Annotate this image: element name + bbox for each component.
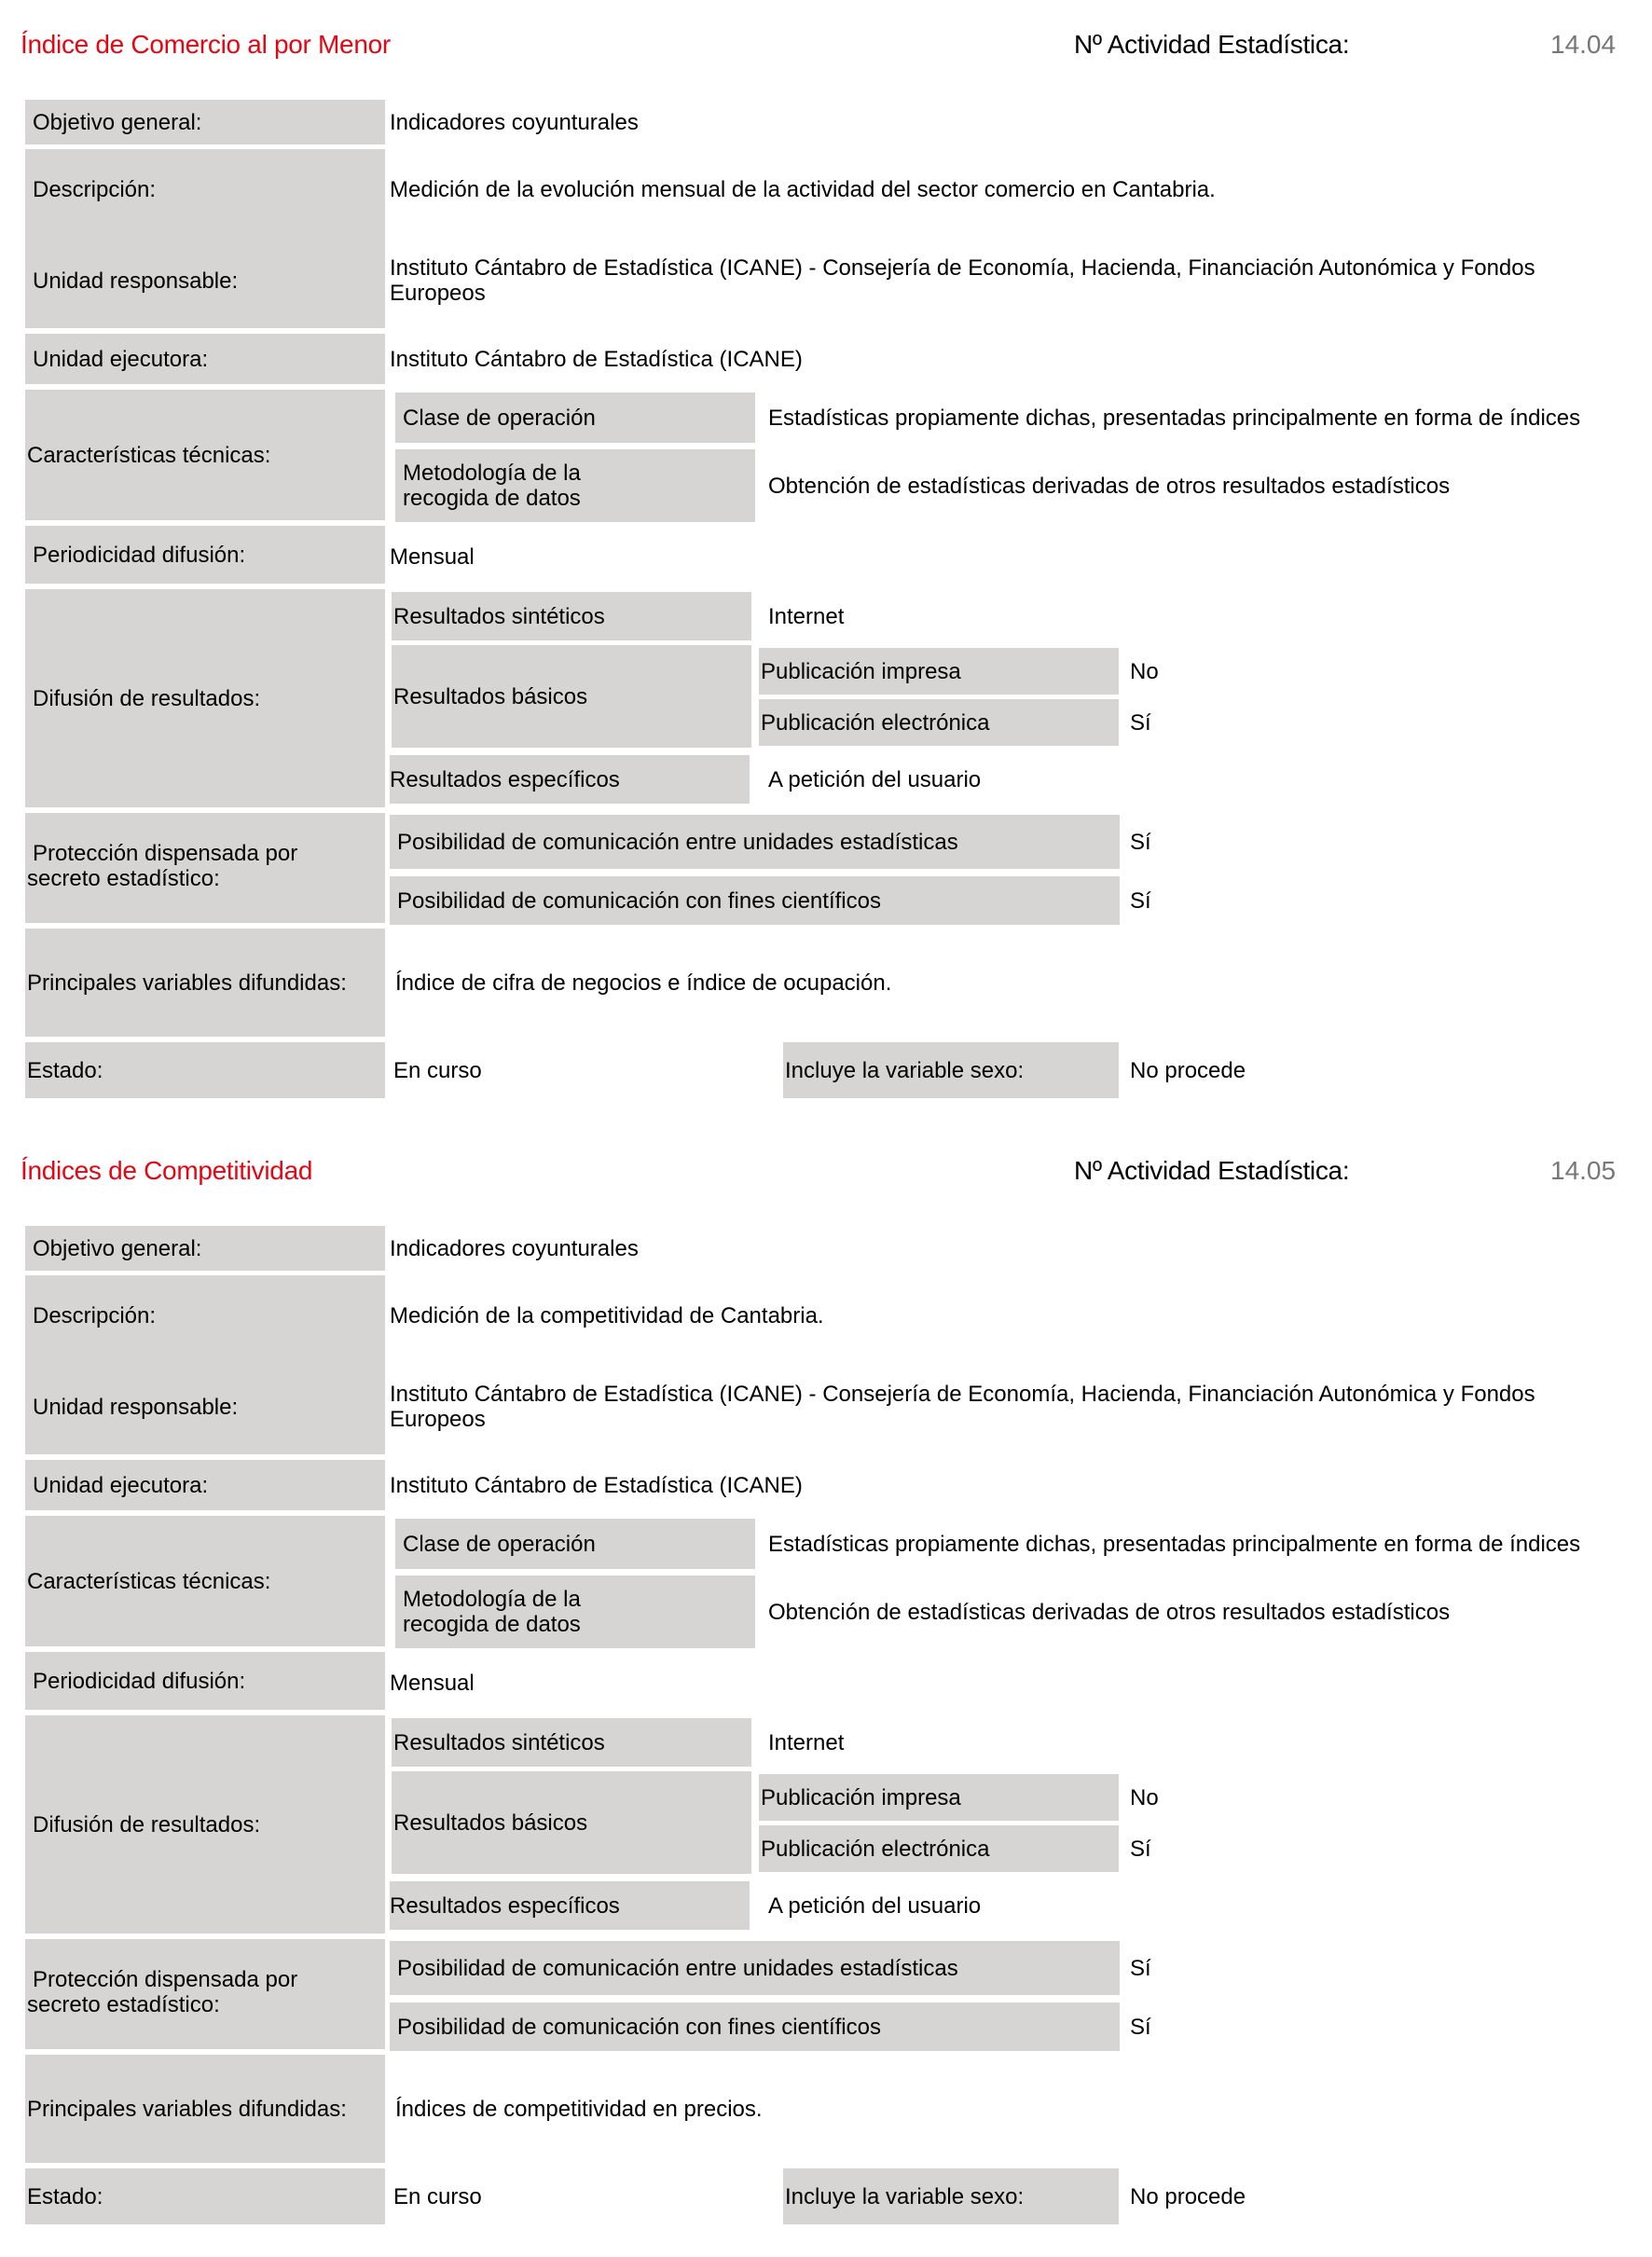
basicos-label: Resultados básicos — [392, 645, 751, 748]
responsable-label: Unidad responsable: — [33, 268, 239, 294]
com-unidades-label: Posibilidad de comunicación entre unidades estadísticas — [390, 1941, 1120, 1995]
sexo-value: No procede — [1130, 1057, 1246, 1083]
descripcion-value: Medición de la evolución mensual de la actividad del sector comercio en Cantabria. — [390, 177, 1216, 202]
caracteristicas-label: Características técnicas: — [25, 1516, 385, 1646]
com-unidades-value: Sí — [1130, 829, 1151, 855]
especificos-label: Resultados específicos — [390, 755, 750, 804]
activity-number: 14.04 — [1550, 30, 1617, 59]
basicos-label: Resultados básicos — [392, 1771, 751, 1874]
impresa-label: Publicación impresa — [759, 1774, 1119, 1821]
com-cientificos-value: Sí — [1130, 888, 1151, 914]
sexo-label: Incluye la variable sexo: — [783, 1042, 1119, 1098]
electronica-label: Publicación electrónica — [759, 1825, 1119, 1872]
com-unidades-value: Sí — [1130, 1955, 1151, 1981]
sinteticos-value: Internet — [768, 603, 845, 629]
com-cientificos-label: Posibilidad de comunicación con fines científicos — [390, 2002, 1120, 2051]
estado-value: En curso — [393, 1057, 482, 1083]
section-title: Índices de Competitividad — [21, 1156, 313, 1185]
periodicidad-label: Periodicidad difusión: — [25, 526, 385, 584]
difusion-label: Difusión de resultados: — [25, 589, 385, 807]
sinteticos-value: Internet — [768, 1729, 845, 1755]
especificos-value: A petición del usuario — [768, 766, 982, 792]
com-cientificos-value: Sí — [1130, 2014, 1151, 2040]
activity-section — [0, 1126, 1652, 2245]
metodologia-value: Obtención de estadísticas derivadas de otros resultados estadísticos — [768, 1599, 1451, 1625]
periodicidad-value: Mensual — [390, 1670, 475, 1696]
especificos-label: Resultados específicos — [390, 1881, 750, 1930]
difusion-label: Difusión de resultados: — [25, 1715, 385, 1934]
estado-label: Estado: — [25, 2168, 385, 2224]
variables-label: Principales variables difundidas: — [25, 929, 385, 1037]
responsable-value: Instituto Cántabro de Estadística (ICANE) - Consejería de Economía, Hacienda, Financiación Autonómica y Fondos Europeos — [390, 255, 1535, 306]
metodologia-label: Metodología de la recogida de datos — [395, 449, 755, 522]
ejecutora-value: Instituto Cántabro de Estadística (ICANE) — [390, 346, 803, 372]
responsable-value: Instituto Cántabro de Estadística (ICANE) - Consejería de Economía, Hacienda, Financiación Autonómica y Fondos Europeos — [390, 1382, 1535, 1432]
section-title: Índice de Comercio al por Menor — [21, 30, 391, 59]
com-cientificos-label: Posibilidad de comunicación con fines científicos — [390, 876, 1120, 925]
descripcion-label: Descripción: — [33, 177, 157, 202]
activity-number-label: Nº Actividad Estadística: — [1074, 1156, 1350, 1185]
descripcion-responsable-block — [25, 1275, 385, 1454]
descripcion-label: Descripción: — [33, 1303, 157, 1328]
objetivo-label: Objetivo general: — [25, 1226, 385, 1271]
clase-label: Clase de operación — [395, 1519, 755, 1569]
responsable-label: Unidad responsable: — [33, 1395, 239, 1420]
clase-label: Clase de operación — [395, 392, 755, 443]
activity-number-label: Nº Actividad Estadística: — [1074, 30, 1350, 59]
descripcion-responsable-block — [25, 149, 385, 328]
variables-value: Índices de competitividad en precios. — [395, 2096, 763, 2122]
sexo-label: Incluye la variable sexo: — [783, 2168, 1119, 2224]
metodologia-label: Metodología de la recogida de datos — [395, 1576, 755, 1648]
estado-value: En curso — [393, 2183, 482, 2209]
sexo-value: No procede — [1130, 2183, 1246, 2209]
com-unidades-label: Posibilidad de comunicación entre unidades estadísticas — [390, 815, 1120, 869]
objetivo-label: Objetivo general: — [25, 100, 385, 145]
estado-label: Estado: — [25, 1042, 385, 1098]
ejecutora-label: Unidad ejecutora: — [25, 1460, 385, 1510]
electronica-label: Publicación electrónica — [759, 699, 1119, 746]
metodologia-value: Obtención de estadísticas derivadas de otros resultados estadísticos — [768, 473, 1451, 499]
activity-number: 14.05 — [1550, 1156, 1617, 1185]
ejecutora-label: Unidad ejecutora: — [25, 334, 385, 384]
caracteristicas-label: Características técnicas: — [25, 390, 385, 520]
activity-section — [0, 0, 1652, 1119]
proteccion-label — [25, 1939, 385, 2049]
electronica-value: Sí — [1130, 709, 1151, 736]
objetivo-value: Indicadores coyunturales — [390, 109, 639, 135]
sinteticos-label: Resultados sintéticos — [392, 1718, 751, 1767]
periodicidad-label: Periodicidad difusión: — [25, 1652, 385, 1710]
impresa-value: No — [1130, 658, 1159, 684]
descripcion-value: Medición de la competitividad de Cantabria. — [390, 1303, 824, 1328]
electronica-value: Sí — [1130, 1836, 1151, 1862]
variables-label: Principales variables difundidas: — [25, 2055, 385, 2163]
periodicidad-value: Mensual — [390, 544, 475, 570]
proteccion-label-text: Protección dispensada por secreto estadístico: — [27, 1967, 298, 2017]
variables-value: Índice de cifra de negocios e índice de ocupación. — [395, 970, 892, 996]
clase-value: Estadísticas propiamente dichas, presentadas principalmente en forma de índices — [768, 405, 1581, 431]
ejecutora-value: Instituto Cántabro de Estadística (ICANE) — [390, 1472, 803, 1498]
objetivo-value: Indicadores coyunturales — [390, 1235, 639, 1261]
clase-value: Estadísticas propiamente dichas, presentadas principalmente en forma de índices — [768, 1531, 1581, 1557]
proteccion-label-text: Protección dispensada por secreto estadístico: — [27, 841, 298, 891]
sinteticos-label: Resultados sintéticos — [392, 592, 751, 640]
impresa-value: No — [1130, 1784, 1159, 1810]
proteccion-label — [25, 813, 385, 923]
impresa-label: Publicación impresa — [759, 648, 1119, 695]
especificos-value: A petición del usuario — [768, 1892, 982, 1919]
